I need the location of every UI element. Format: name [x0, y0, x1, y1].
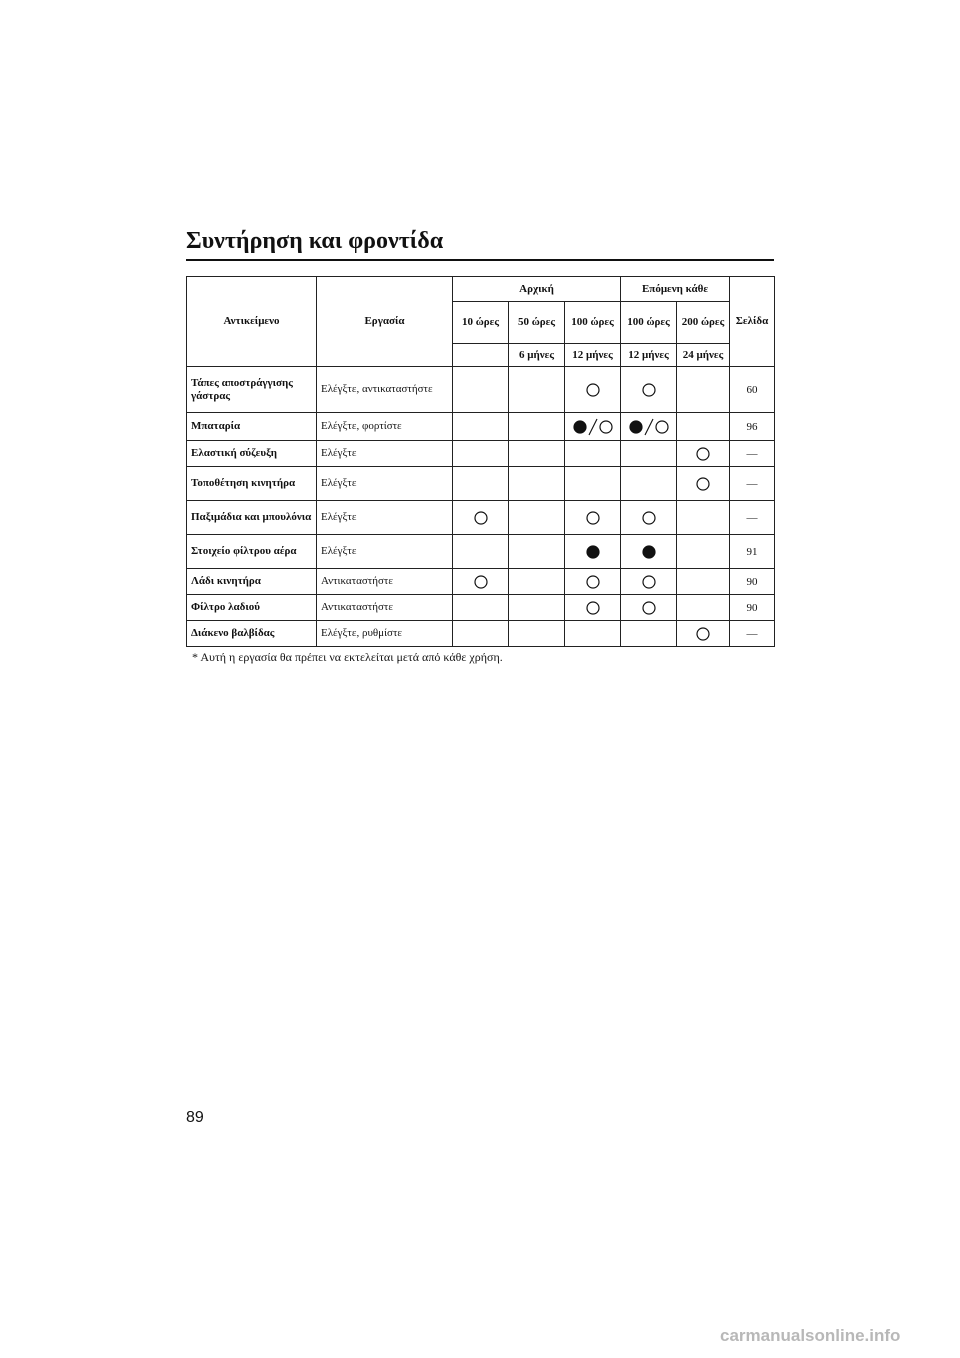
open-circle-icon — [641, 574, 657, 590]
maintenance-table — [186, 276, 775, 647]
header-initial: Αρχική — [453, 277, 621, 302]
header-every: Επόμενη κάθε — [621, 277, 730, 302]
interval-cell — [677, 413, 730, 441]
task-cell: Ελέγξτε — [317, 535, 453, 569]
interval-cell — [509, 535, 565, 569]
task-cell: Ελέγξτε — [317, 441, 453, 467]
open-circle-icon — [585, 382, 601, 398]
interval-cell — [621, 621, 677, 647]
open-circle-icon — [473, 574, 489, 590]
table-row — [187, 467, 775, 501]
open-circle-icon — [641, 510, 657, 526]
interval-cell — [453, 467, 509, 501]
interval-cell — [677, 569, 730, 595]
item-cell: Φίλτρο λαδιού — [187, 595, 317, 621]
interval-cell — [509, 413, 565, 441]
header-page: Σελίδα — [730, 277, 775, 367]
interval-cell — [509, 367, 565, 413]
item-cell: Τοποθέτηση κινητήρα — [187, 467, 317, 501]
header-months — [453, 344, 509, 367]
page-cell: — — [730, 441, 775, 467]
page-cell: 60 — [730, 367, 775, 413]
interval-cell — [677, 367, 730, 413]
task-cell: Ελέγξτε, φορτίστε — [317, 413, 453, 441]
item-cell: Διάκενο βαλβίδας — [187, 621, 317, 647]
open-circle-icon — [641, 600, 657, 616]
interval-cell — [453, 535, 509, 569]
watermark: carmanualsonline.info — [720, 1326, 901, 1345]
page-number: 89 — [186, 1109, 204, 1126]
header-hours: 50 ώρες — [509, 302, 565, 344]
page-title: Συντήρηση και φροντίδα — [186, 228, 774, 261]
item-cell: Μπαταρία — [187, 413, 317, 441]
interval-cell — [565, 501, 621, 535]
table-row — [187, 413, 775, 441]
header-months: 12 μήνες — [565, 344, 621, 367]
filled-circle-icon — [572, 419, 588, 435]
interval-cell — [677, 621, 730, 647]
interval-cell — [677, 441, 730, 467]
interval-cell — [565, 467, 621, 501]
task-cell: Ελέγξτε — [317, 501, 453, 535]
table-row — [187, 621, 775, 647]
page-cell: 90 — [730, 595, 775, 621]
interval-cell — [565, 595, 621, 621]
interval-cell — [453, 367, 509, 413]
interval-cell — [621, 367, 677, 413]
filled-circle-icon — [585, 544, 601, 560]
slash-icon — [588, 418, 598, 436]
open-circle-icon — [695, 446, 711, 462]
interval-cell — [621, 413, 677, 441]
interval-cell — [509, 595, 565, 621]
open-circle-icon — [585, 510, 601, 526]
slash-icon — [644, 418, 654, 436]
open-circle-icon — [641, 382, 657, 398]
item-cell: Λάδι κινητήρα — [187, 569, 317, 595]
open-circle-icon — [585, 574, 601, 590]
task-cell: Αντικαταστήστε — [317, 595, 453, 621]
table-body — [187, 367, 775, 647]
table-row — [187, 441, 775, 467]
interval-cell — [565, 441, 621, 467]
interval-cell — [621, 467, 677, 501]
header-hours: 10 ώρες — [453, 302, 509, 344]
table-row — [187, 535, 775, 569]
task-cell: Ελέγξτε, αντικαταστήστε — [317, 367, 453, 413]
interval-cell — [677, 501, 730, 535]
interval-cell — [621, 535, 677, 569]
interval-cell — [453, 441, 509, 467]
task-cell: Αντικαταστήστε — [317, 569, 453, 595]
interval-cell — [565, 621, 621, 647]
page-cell: 91 — [730, 535, 775, 569]
interval-cell — [621, 569, 677, 595]
header-months: 6 μήνες — [509, 344, 565, 367]
open-circle-icon — [598, 419, 614, 435]
header-hours: 100 ώρες — [565, 302, 621, 344]
interval-cell — [621, 441, 677, 467]
item-cell: Ελαστική σύζευξη — [187, 441, 317, 467]
table-row — [187, 569, 775, 595]
interval-cell — [677, 535, 730, 569]
interval-cell — [565, 413, 621, 441]
interval-cell — [453, 413, 509, 441]
interval-cell — [509, 501, 565, 535]
interval-cell — [453, 621, 509, 647]
table-row — [187, 595, 775, 621]
footnote: * Αυτή η εργασία θα πρέπει να εκτελείται μετά από κάθε χρήση. — [192, 650, 503, 664]
interval-cell — [677, 595, 730, 621]
item-cell: Παξιμάδια και μπουλόνια — [187, 501, 317, 535]
header-hours: 200 ώρες — [677, 302, 730, 344]
interval-cell — [621, 501, 677, 535]
task-cell: Ελέγξτε, ρυθμίστε — [317, 621, 453, 647]
header-months: 24 μήνες — [677, 344, 730, 367]
item-cell: Τάπες αποστράγγισης γάστρας — [187, 367, 317, 413]
table-row — [187, 501, 775, 535]
interval-cell — [453, 595, 509, 621]
interval-cell — [453, 569, 509, 595]
interval-cell — [509, 621, 565, 647]
page-cell: — — [730, 501, 775, 535]
task-cell: Ελέγξτε — [317, 467, 453, 501]
interval-cell — [565, 367, 621, 413]
open-circle-icon — [695, 476, 711, 492]
page-cell: — — [730, 467, 775, 501]
interval-cell — [509, 441, 565, 467]
interval-cell — [509, 569, 565, 595]
table-row — [187, 367, 775, 413]
page-cell: 90 — [730, 569, 775, 595]
header-months: 12 μήνες — [621, 344, 677, 367]
open-circle-icon — [585, 600, 601, 616]
interval-cell — [565, 569, 621, 595]
interval-cell — [677, 467, 730, 501]
open-circle-icon — [473, 510, 489, 526]
item-cell: Στοιχείο φίλτρου αέρα — [187, 535, 317, 569]
header-item: Αντικείμενο — [187, 277, 317, 367]
page-cell: 96 — [730, 413, 775, 441]
interval-cell — [453, 501, 509, 535]
header-hours: 100 ώρες — [621, 302, 677, 344]
filled-circle-icon — [641, 544, 657, 560]
interval-cell — [621, 595, 677, 621]
interval-cell — [509, 467, 565, 501]
interval-cell — [565, 535, 621, 569]
filled-circle-icon — [628, 419, 644, 435]
open-circle-icon — [695, 626, 711, 642]
page-cell: — — [730, 621, 775, 647]
header-task: Εργασία — [317, 277, 453, 367]
open-circle-icon — [654, 419, 670, 435]
